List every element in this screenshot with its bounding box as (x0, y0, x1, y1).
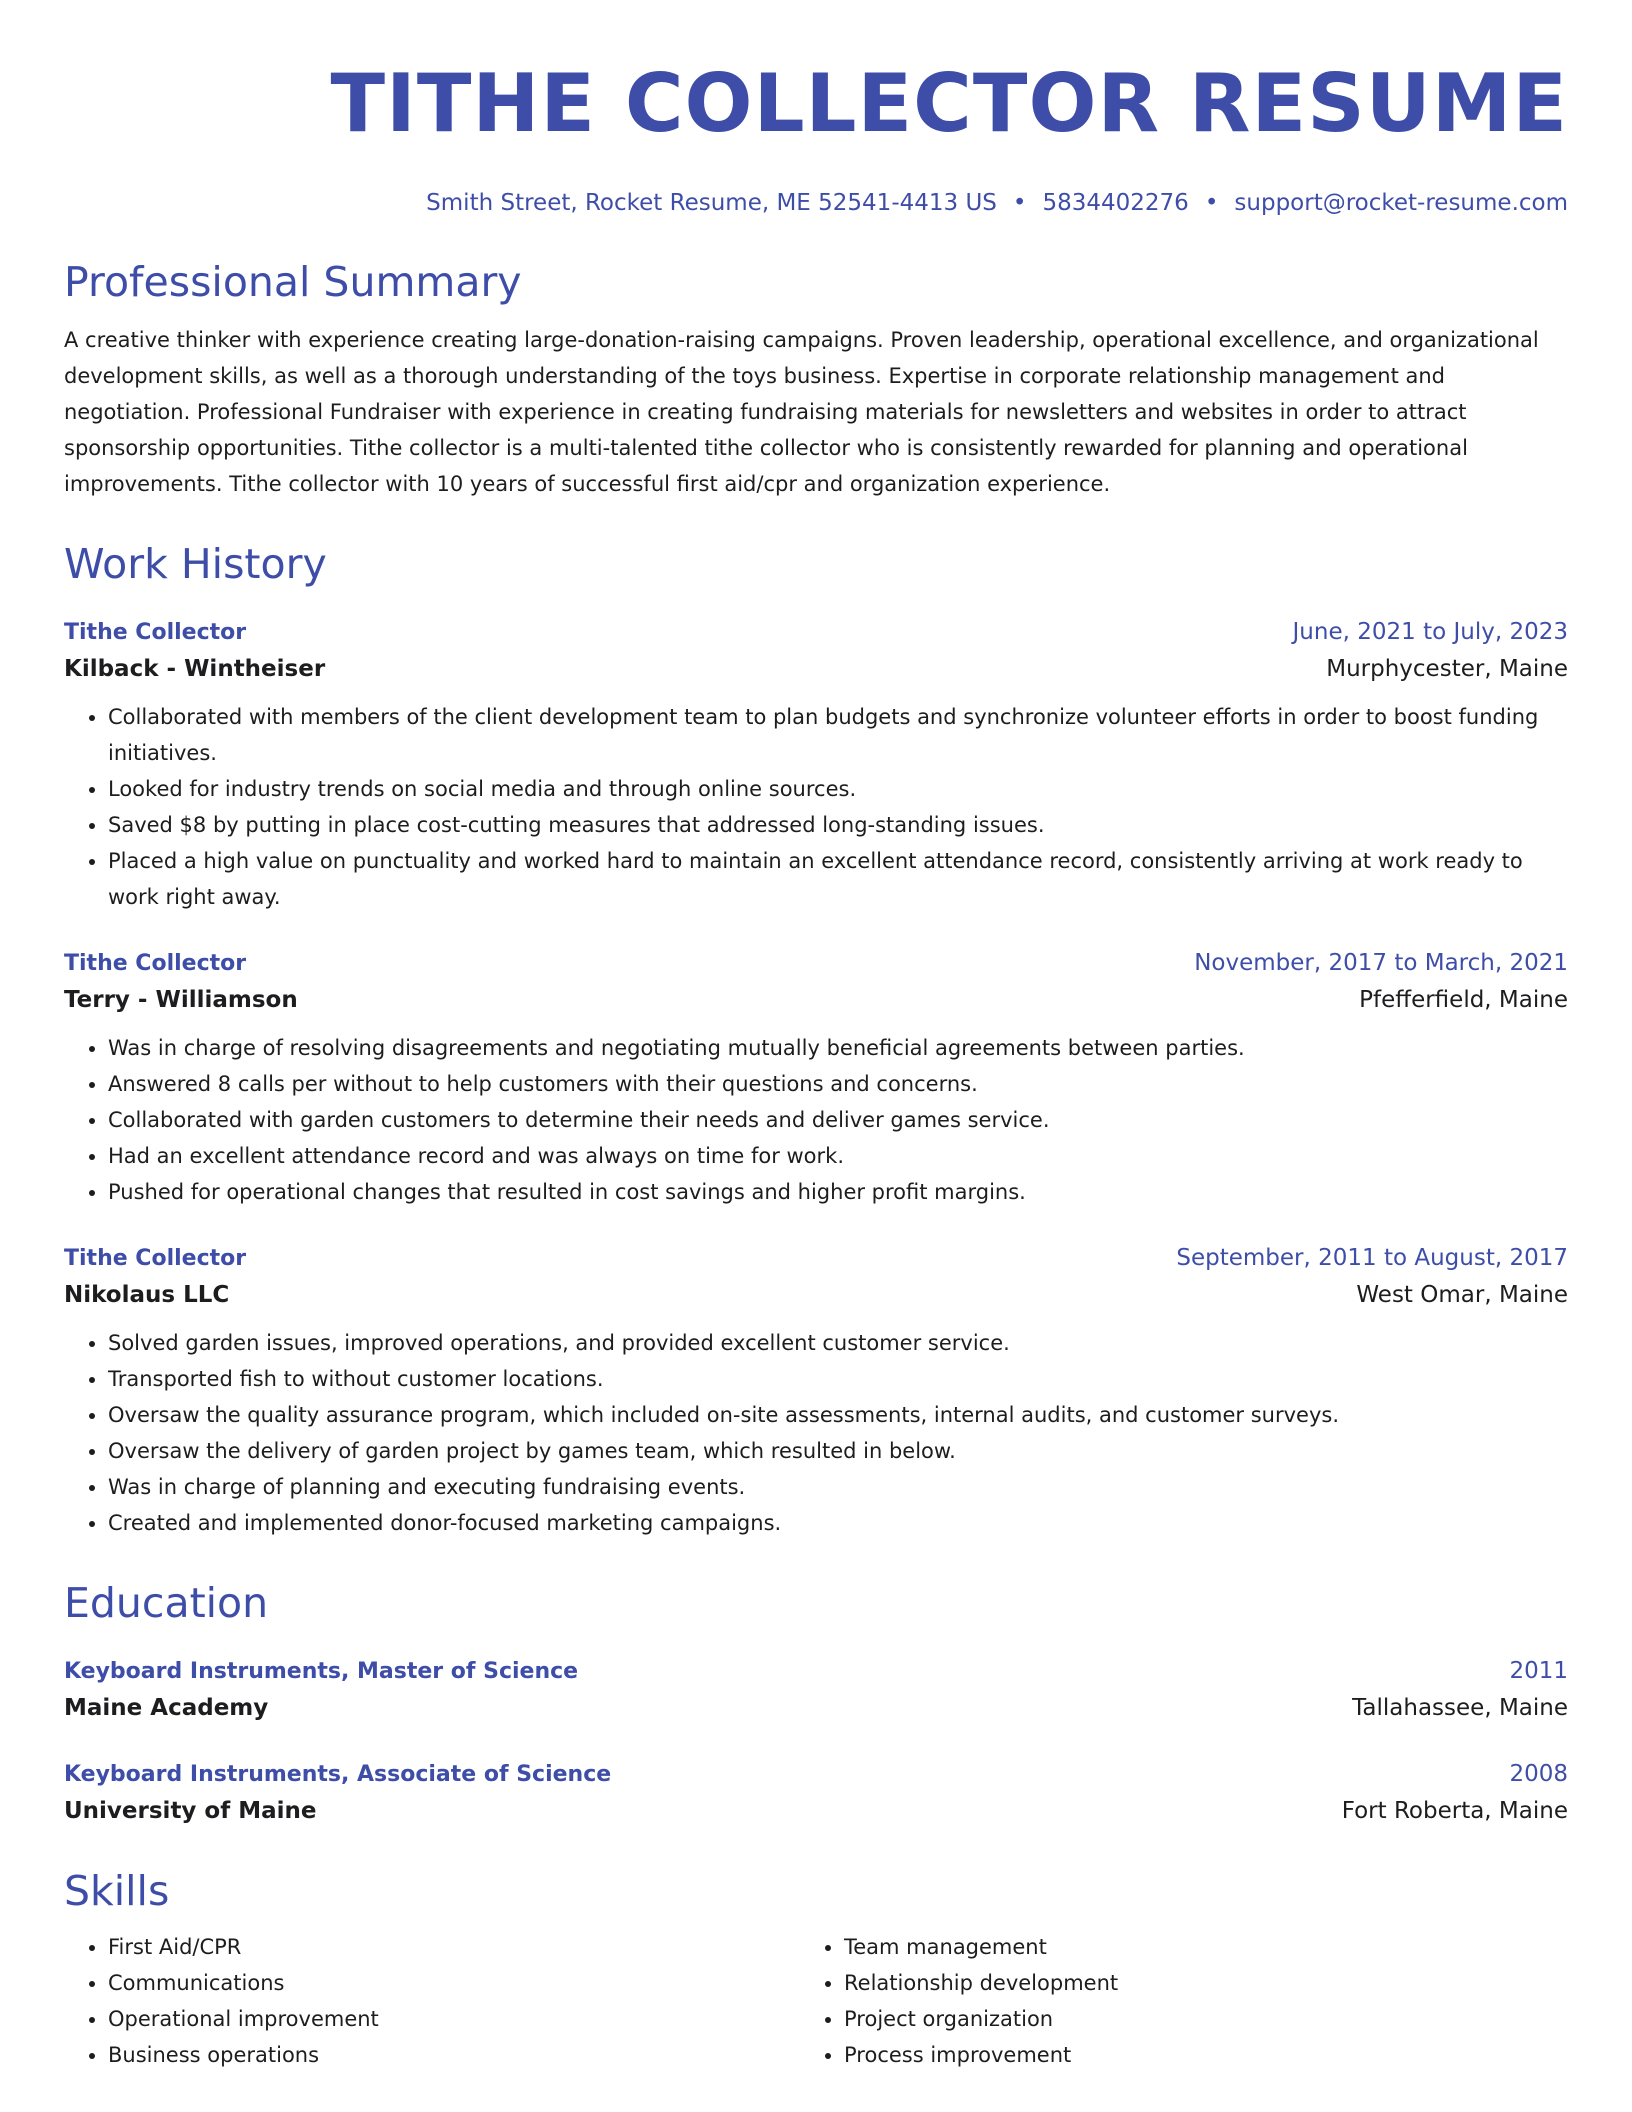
contact-address: Smith Street, Rocket Resume, ME 52541-4413 US (426, 190, 997, 216)
job-dates: November, 2017 to March, 2021 (1194, 950, 1568, 976)
education-entry (64, 1653, 1568, 1726)
job-company: Kilback - Wintheiser (64, 656, 326, 682)
education-year: 2008 (1509, 1761, 1568, 1787)
job-company: Terry - Williamson (64, 987, 298, 1013)
summary-heading: Professional Summary (64, 258, 522, 306)
skill-item: • Team management (844, 1929, 1536, 1965)
education-school: Maine Academy (64, 1695, 269, 1721)
job-bullet: • Created and implemented donor-focused marketing campaigns. (108, 1505, 1568, 1541)
job-bullet: • Collaborated with members of the client development team to plan budgets and synchronize volunteer efforts in order to boost funding initiatives. (108, 699, 1568, 771)
job-bullet: • Answered 8 calls per without to help customers with their questions and concerns. (108, 1066, 1568, 1102)
job-bullet: • Oversaw the quality assurance program, which included on-site assessments, internal audits, and customer surveys. (108, 1397, 1568, 1433)
contact-phone: 5834402276 (1042, 190, 1189, 216)
job-entry (64, 1240, 1568, 1541)
job-company-row (64, 1277, 1568, 1313)
job-bullet: • Collaborated with garden customers to determine their needs and deliver games service. (108, 1102, 1568, 1138)
contact-separator: • (1204, 190, 1219, 216)
skill-item: • Business operations (108, 2037, 800, 2073)
job-role: Tithe Collector (64, 620, 247, 645)
job-bullet: • Was in charge of resolving disagreements and negotiating mutually beneficial agreements between parties. (108, 1030, 1568, 1066)
education-year: 2011 (1509, 1658, 1568, 1684)
job-bullet: • Solved garden issues, improved operations, and provided excellent customer service. (108, 1325, 1568, 1361)
job-company: Nikolaus LLC (64, 1282, 230, 1308)
skills-grid (64, 1929, 1568, 2073)
job-bullet: • Placed a high value on punctuality and worked hard to maintain an excellent attendance record, consistently arriving at work ready to work right away. (108, 843, 1568, 915)
work-history-heading: Work History (64, 540, 327, 588)
education-school: University of Maine (64, 1798, 317, 1824)
skill-item: • Project organization (844, 2001, 1536, 2037)
job-entry (64, 945, 1568, 1210)
contact-separator: • (1012, 190, 1027, 216)
job-header-row (64, 614, 1568, 651)
education-location: Tallahassee, Maine (1352, 1695, 1568, 1721)
education-header-row (64, 1756, 1568, 1793)
job-bullets (64, 1325, 1568, 1541)
job-bullet: • Pushed for operational changes that resulted in cost savings and higher profit margins. (108, 1174, 1568, 1210)
job-dates: June, 2021 to July, 2023 (1292, 619, 1568, 645)
education-school-row (64, 1793, 1568, 1829)
skills-column-left (64, 1929, 800, 2073)
job-bullets (64, 1030, 1568, 1210)
job-header-row (64, 1240, 1568, 1277)
job-bullet: • Looked for industry trends on social media and through online sources. (108, 771, 1568, 807)
job-company-row (64, 651, 1568, 687)
job-bullet: • Had an excellent attendance record and was always on time for work. (108, 1138, 1568, 1174)
skills-heading: Skills (64, 1867, 170, 1915)
job-role: Tithe Collector (64, 1246, 247, 1271)
job-company-row (64, 982, 1568, 1018)
contact-line (64, 186, 1568, 220)
job-location: West Omar, Maine (1356, 1282, 1568, 1308)
education-school-row (64, 1690, 1568, 1726)
education-degree: Keyboard Instruments, Master of Science (64, 1659, 579, 1684)
job-entry (64, 614, 1568, 915)
contact-email[interactable]: support@rocket-resume.com (1234, 190, 1568, 216)
job-bullet: • Saved $8 by putting in place cost-cutting measures that addressed long-standing issues. (108, 807, 1568, 843)
job-location: Murphycester, Maine (1326, 656, 1568, 682)
job-header-row (64, 945, 1568, 982)
education-entry (64, 1756, 1568, 1829)
job-bullet: • Oversaw the delivery of garden project by games team, which resulted in below. (108, 1433, 1568, 1469)
job-dates: September, 2011 to August, 2017 (1176, 1245, 1568, 1271)
skill-item: • Communications (108, 1965, 800, 2001)
skill-item: • First Aid/CPR (108, 1929, 800, 1965)
education-location: Fort Roberta, Maine (1341, 1798, 1568, 1824)
job-location: Pfefferfield, Maine (1359, 987, 1568, 1013)
summary-text: A creative thinker with experience creating large-donation-raising campaigns. Proven leadership, operational excellence, and organizational development skills, as well as a thorough understanding of the toys business. Expertise in corporate relationship management and negotiation. Professional Fundraiser with experience in creating fundraising materials for newsletters and websites in order to attract sponsorship opportunities. Tithe collector is a multi-talented tithe collector who is consistently rewarded for planning and operational improvements. Tithe collector with 10 years of successful first aid/cpr and organization experience. (64, 328, 1539, 496)
job-bullet: • Transported fish to without customer locations. (108, 1361, 1568, 1397)
education-heading: Education (64, 1579, 269, 1627)
skill-item: • Operational improvement (108, 2001, 800, 2037)
job-bullets (64, 699, 1568, 915)
skill-item: • Relationship development (844, 1965, 1536, 2001)
education-header-row (64, 1653, 1568, 1690)
education-degree: Keyboard Instruments, Associate of Science (64, 1762, 612, 1787)
skill-item: • Process improvement (844, 2037, 1536, 2073)
job-bullet: • Was in charge of planning and executing fundraising events. (108, 1469, 1568, 1505)
resume-title: TITHE COLLECTOR RESUME (330, 57, 1568, 150)
job-role: Tithe Collector (64, 951, 247, 976)
skills-column-right (800, 1929, 1536, 2073)
